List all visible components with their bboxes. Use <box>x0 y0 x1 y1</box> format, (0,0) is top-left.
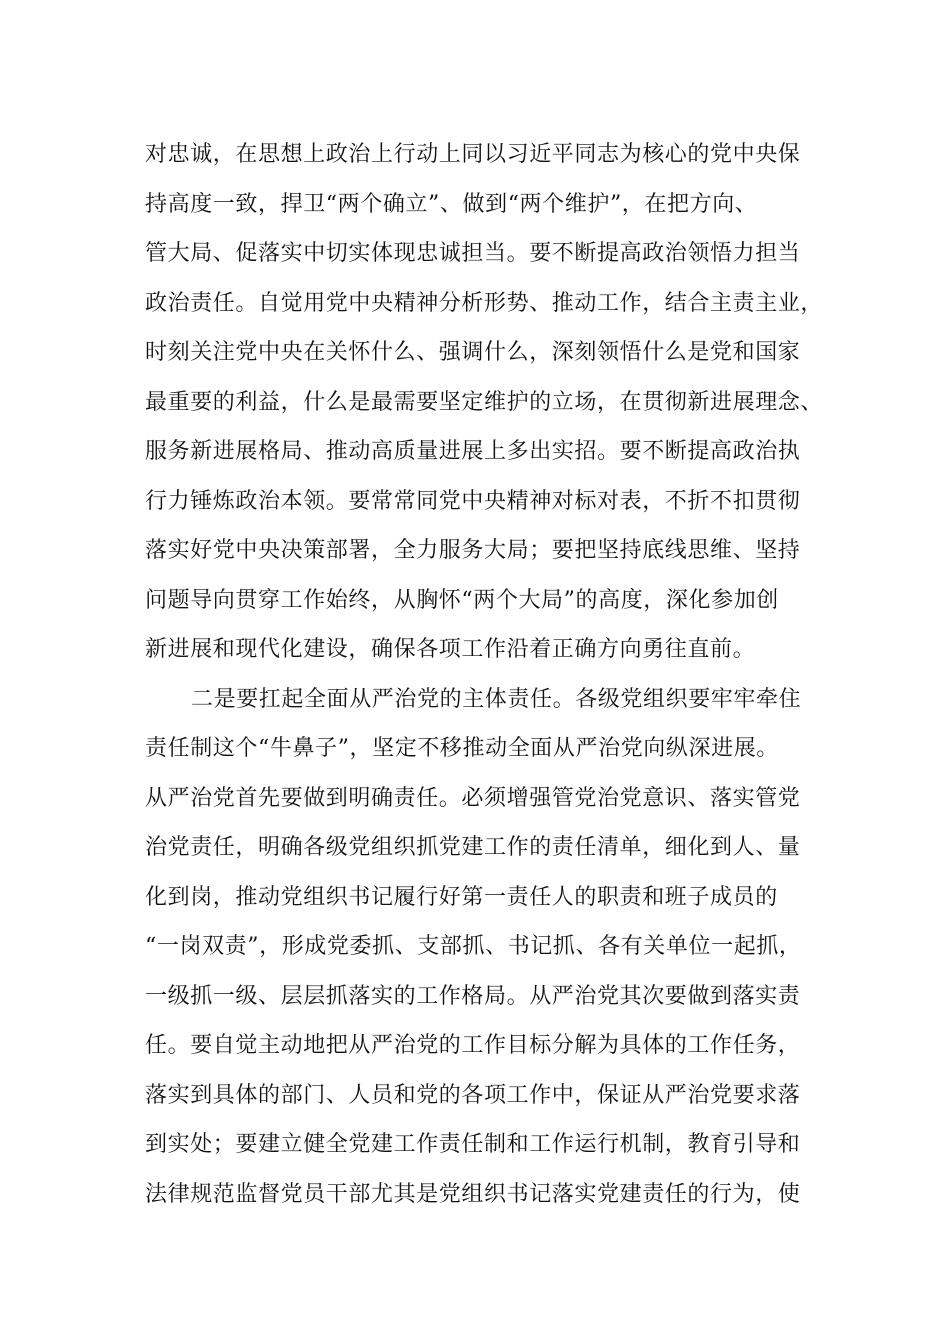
text-line: 化到岗，推动党组织书记履行好第一责任人的职责和班子成员的 <box>145 884 778 910</box>
text-line: 从严治党首先要做到明确责任。必须增强管党治党意识、落实管党 <box>145 785 801 811</box>
text-line: 服务新进展格局、推动高质量进展上多出实招。要不断提高政治执 <box>145 439 801 464</box>
body-text <box>145 130 825 1219</box>
text-line: 任。要自觉主动地把从严治党的工作目标分解为具体的工作任务， <box>145 1033 801 1058</box>
text-line: 最重要的利益，什么是最需要坚定维护的立场，在贯彻新进展理念、 <box>145 389 824 415</box>
text-line: 责任制这个“牛鼻子”，坚定不移推动全面从严治党向纵深进展。 <box>145 736 779 761</box>
text-line: 政治责任。自觉用党中央精神分析形势、推动工作，结合主责主业， <box>145 290 824 316</box>
text-line: 落实好党中央决策部署，全力服务大局；要把坚持底线思维、坚持 <box>145 538 801 563</box>
text-line: 问题导向贯穿工作始终，从胸怀“两个大局”的高度，深化参加创 <box>145 587 779 613</box>
text-line: 行力锤炼政治本领。要常常同党中央精神对标对表，不折不扣贯彻 <box>145 488 801 514</box>
text-line: 时刻关注党中央在关怀什么、强调什么，深刻领悟什么是党和国家 <box>145 340 801 365</box>
paragraph-start-line: 二是要扛起全面从严治党的主体责任。各级党组织要牢牢牵住 <box>191 686 802 712</box>
text-line: 治党责任，明确各级党组织抓党建工作的责任清单，细化到人、量 <box>145 835 801 860</box>
text-line: 法律规范监督党员干部尤其是党组织书记落实党建责任的行为，使 <box>145 1181 801 1207</box>
text-line: 对忠诚，在思想上政治上行动上同以习近平同志为核心的党中央保 <box>145 142 801 167</box>
text-line: 管大局、促落实中切实体现忠诚担当。要不断提高政治领悟力担当 <box>145 241 801 266</box>
text-line: 新进展和现代化建设，确保各项工作沿着正确方向勇往直前。 <box>145 637 756 662</box>
text-line: 到实处；要建立健全党建工作责任制和工作运行机制，教育引导和 <box>145 1132 801 1157</box>
text-line: 一级抓一级、层层抓落实的工作格局。从严治党其次要做到落实责 <box>145 983 801 1009</box>
text-line: 落实到具体的部门、人员和党的各项工作中，保证从严治党要求落 <box>145 1082 801 1108</box>
text-line: 持高度一致，捍卫“两个确立”、做到“两个维护”，在把方向、 <box>145 191 758 217</box>
text-line: “一岗双责”，形成党委抓、支部抓、书记抓、各有关单位一起抓， <box>145 934 802 959</box>
